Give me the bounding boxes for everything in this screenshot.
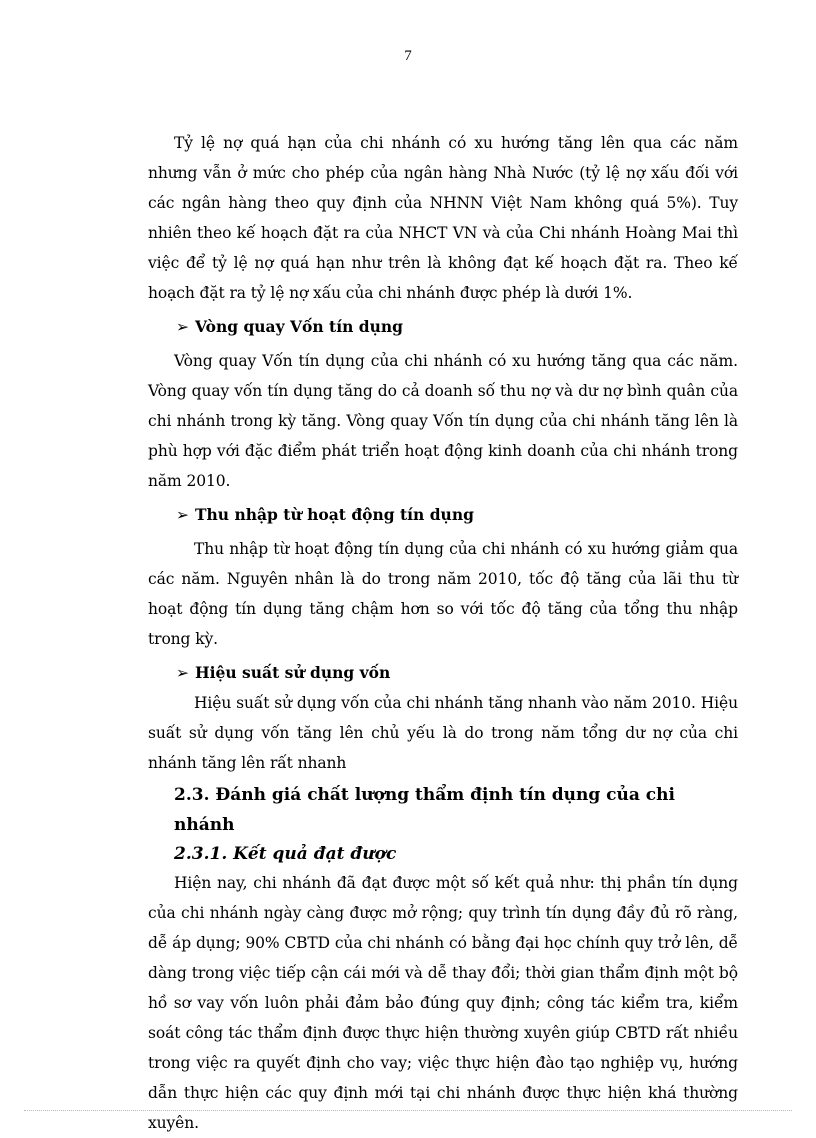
bullet-label: Vòng quay Vốn tín dụng bbox=[195, 317, 403, 336]
arrow-bullet-icon: ➢ bbox=[176, 664, 189, 682]
section-heading: 2.3. Đánh giá chất lượng thẩm định tín dụng của chi nhánh bbox=[174, 785, 675, 835]
bullet-label: Hiệu suất sử dụng vốn bbox=[195, 663, 391, 682]
arrow-bullet-icon: ➢ bbox=[176, 506, 189, 524]
bullet-heading-credit-turnover bbox=[148, 312, 738, 342]
subsection-heading: 2.3.1. Kết quả đạt được bbox=[174, 844, 397, 864]
bullet-label: Thu nhập từ hoạt động tín dụng bbox=[195, 505, 474, 524]
document-body bbox=[148, 128, 738, 1138]
paragraph-results: Hiện nay, chi nhánh đã đạt được một số kết quả như: thị phần tín dụng của chi nhánh ngày càng được mở rộng; quy trình tín dụng đầy đủ rõ ràng, dễ áp dụng; 90% CBTD của chi nhánh có bằng đại học chính quy trở lên, dễ dàng trong việc tiếp cận cái mới và dễ thay đổi; thời gian thẩm định một bộ hồ sơ vay vốn luôn phải đảm bảo đúng quy định; công tác kiểm tra, kiểm soát công tác thẩm định được thực hiện thường xuyên giúp CBTD rất nhiều trong việc ra quyết định cho vay; việc thực hiện đào tạo nghiệp vụ, hướng dẫn thực hiện các quy định mới tại chi nhánh được thực hiện khá thường xuyên. bbox=[148, 874, 738, 1132]
paragraph-overdue-debt: Tỷ lệ nợ quá hạn của chi nhánh có xu hướng tăng lên qua các năm nhưng vẫn ở mức cho phép của ngân hàng Nhà Nước (tỷ lệ nợ xấu đối với các ngân hàng theo quy định của NHNN Việt Nam không quá 5%). Tuy nhiên theo kế hoạch đặt ra của NHCT VN và của Chi nhánh Hoàng Mai thì việc để tỷ lệ nợ quá hạn như trên là không đạt kế hoạch đặt ra. Theo kế hoạch đặt ra tỷ lệ nợ xấu của chi nhánh được phép là dưới 1%. bbox=[148, 134, 738, 302]
bullet-heading-credit-income bbox=[148, 500, 738, 530]
page-bottom-border bbox=[24, 1110, 792, 1111]
paragraph-capital-efficiency: Hiệu suất sử dụng vốn của chi nhánh tăng nhanh vào năm 2010. Hiệu suất sử dụng vốn tăng lên chủ yếu là do trong năm tổng dư nợ của chi nhánh tăng lên rất nhanh bbox=[148, 694, 738, 772]
bullet-heading-capital-efficiency bbox=[148, 658, 738, 688]
page-number: 7 bbox=[404, 48, 412, 64]
paragraph-credit-turnover: Vòng quay Vốn tín dụng của chi nhánh có xu hướng tăng qua các năm. Vòng quay vốn tín dụng tăng do cả doanh số thu nợ và dư nợ bình quân của chi nhánh trong kỳ tăng. Vòng quay Vốn tín dụng của chi nhánh tăng lên là phù hợp với đặc điểm phát triển hoạt động kinh doanh của chi nhánh trong năm 2010. bbox=[148, 352, 738, 490]
arrow-bullet-icon: ➢ bbox=[176, 318, 189, 336]
paragraph-credit-income: Thu nhập từ hoạt động tín dụng của chi nhánh có xu hướng giảm qua các năm. Nguyên nhân là do trong năm 2010, tốc độ tăng của lãi thu từ hoạt động tín dụng tăng chậm hơn so với tốc độ tăng của tổng thu nhập trong kỳ. bbox=[148, 540, 738, 648]
